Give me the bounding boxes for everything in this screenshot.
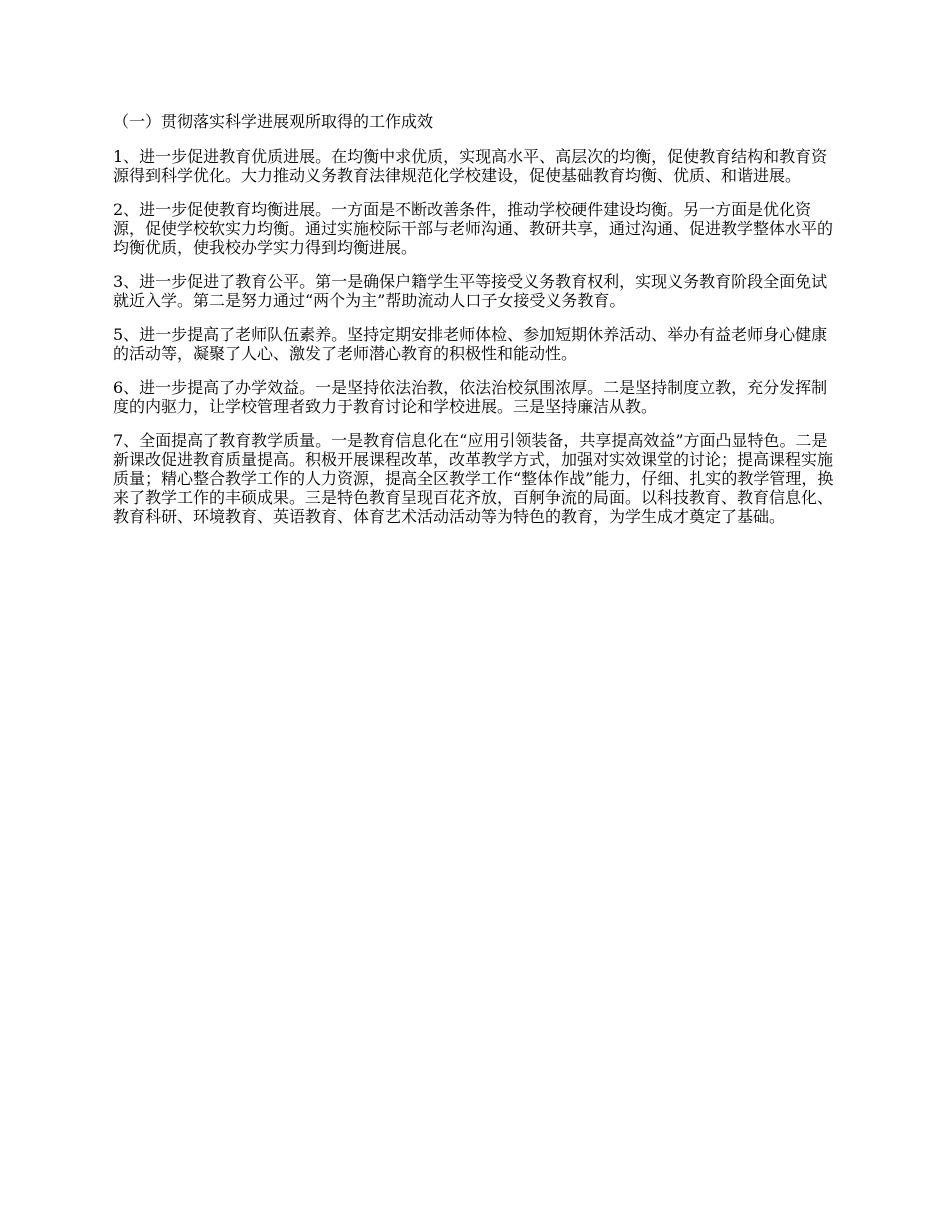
paragraph-6: 6、进一步提高了办学效益。一是坚持依法治教，依法治校氛围浓厚。二是坚持制度立教，充分发挥制度的内驱力，让学校管理者致力于教育讨论和学校进展。三是坚持廉洁从教。 — [113, 378, 828, 416]
section-heading: （一）贯彻落实科学进展观所取得的工作成效 — [113, 112, 434, 131]
paragraph-3: 3、进一步促进了教育公平。第一是确保户籍学生平等接受义务教育权利，实现义务教育阶段全面免试就近入学。第二是努力通过“两个为主”帮助流动人口子女接受义务教育。 — [113, 272, 828, 310]
paragraph-1: 1、进一步促进教育优质进展。在均衡中求优质，实现高水平、高层次的均衡，促使教育结构和教育资源得到科学优化。大力推动义务教育法律规范化学校建设，促使基础教育均衡、优质、和谐进展。 — [113, 147, 828, 185]
paragraph-5: 5、进一步提高了老师队伍素养。坚持定期安排老师体检、参加短期休养活动、举办有益老师身心健康的活动等，凝聚了人心、激发了老师潜心教育的积极性和能动性。 — [113, 325, 828, 363]
paragraph-7: 7、全面提高了教育教学质量。一是教育信息化在“应用引领装备，共享提高效益”方面凸显特色。二是新课改促进教育质量提高。积极开展课程改革，改革教学方式，加强对实效课堂的讨论；提高课程实施质量；精心整合教学工作的人力资源，提高全区教学工作“整体作战”能力，仔细、扎实的教学管理，换来了教学工作的丰硕成果。三是特色教育呈现百花齐放，百舸争流的局面。以科技教育、教育信息化、教育科研、环境教育、英语教育、体育艺术活动活动等为特色的教育，为学生成才奠定了基础。 — [113, 431, 834, 526]
paragraph-2: 2、进一步促使教育均衡进展。一方面是不断改善条件，推动学校硬件建设均衡。另一方面是优化资源，促使学校软实力均衡。通过实施校际干部与老师沟通、教研共享，通过沟通、促进教学整体水平的均衡优质，使我校办学实力得到均衡进展。 — [113, 200, 834, 257]
